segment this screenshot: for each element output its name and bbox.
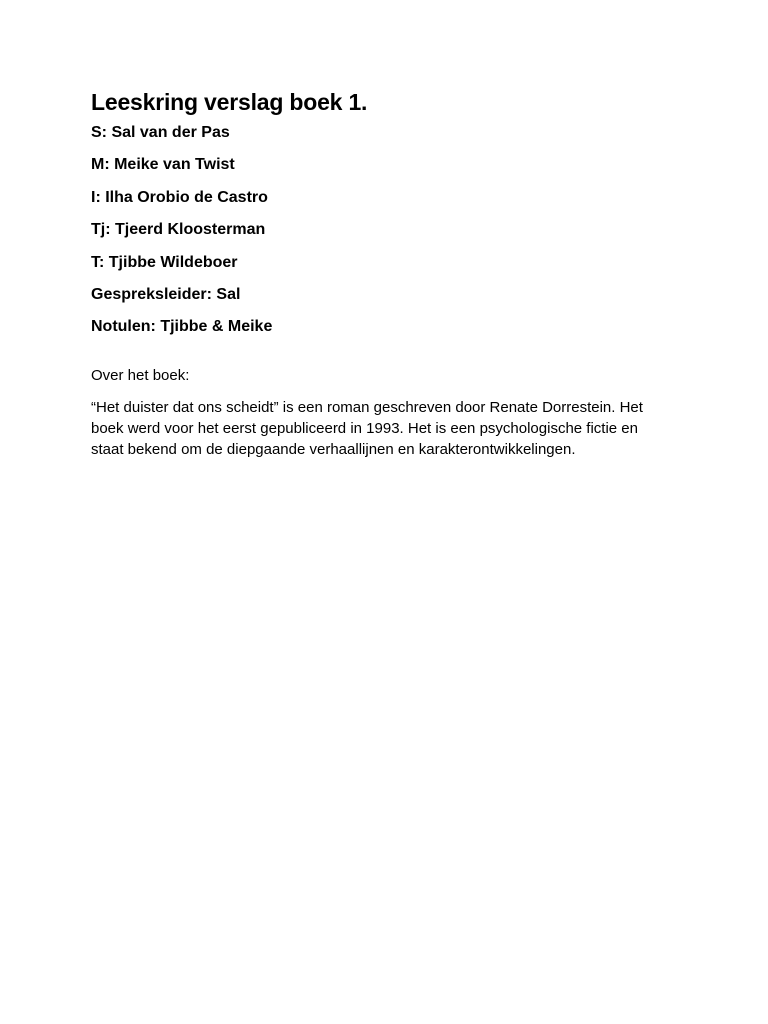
participant-sal: S: Sal van der Pas: [91, 124, 230, 141]
participant-ilha: I: Ilha Orobio de Castro: [91, 188, 268, 206]
document-content: [91, 86, 671, 460]
participant-list: [91, 122, 671, 338]
about-book-paragraph: “Het duister dat ons scheidt” is een roman geschreven door Renate Dorrestein. Het boek werd voor het eerst gepubliceerd in 1993. Het is een psychologische fictie en staat bekend om de diepgaande verhaallijnen en karakterontwikkelingen.: [91, 399, 643, 459]
participant-tjeerd: Tj: Tjeerd Kloosterman: [91, 221, 266, 239]
participant-tjibbe: T: Tjibbe Wildeboer: [91, 253, 238, 271]
document-title: Leeskring verslag boek 1.: [91, 89, 368, 115]
participant-meike: M: Meike van Twist: [91, 156, 235, 174]
minutes-takers: Notulen: Tjibbe & Meike: [91, 318, 273, 336]
discussion-leader: Gespreksleider: Sal: [91, 285, 241, 303]
about-book-heading: Over het boek:: [91, 367, 190, 385]
